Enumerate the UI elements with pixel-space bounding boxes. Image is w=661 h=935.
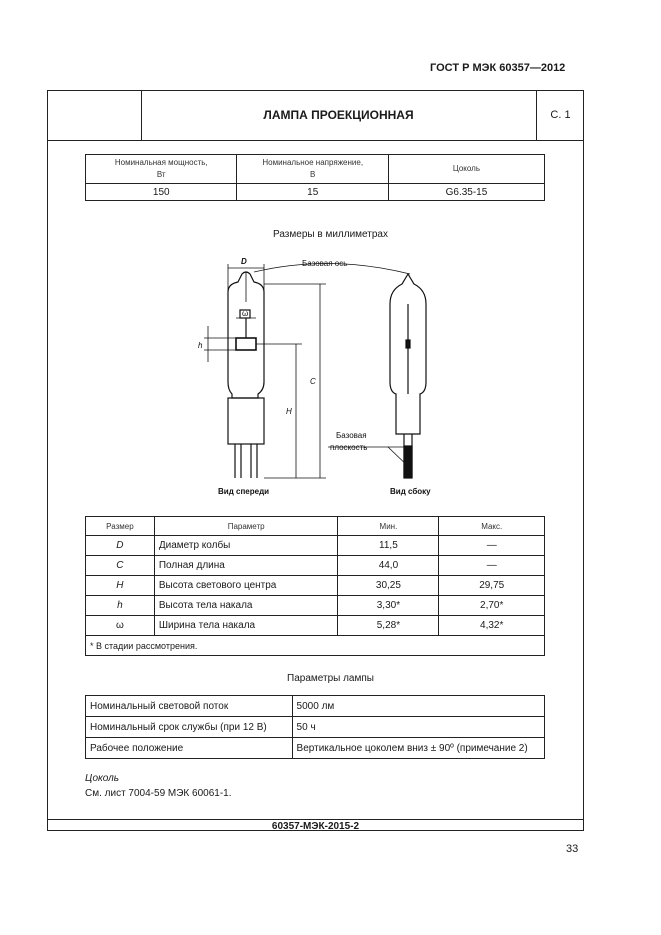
param-min: 3,30* <box>338 596 439 616</box>
params-header-row <box>86 517 545 536</box>
lamp-param-value: 50 ч <box>292 717 544 738</box>
param-symbol: C <box>86 556 155 576</box>
params-header-parameter: Параметр <box>154 517 338 536</box>
ratings-header-base: Цоколь <box>388 155 544 184</box>
param-symbol: D <box>86 536 155 556</box>
label-C: C <box>310 377 316 386</box>
table-row <box>86 717 545 738</box>
table-row <box>86 738 545 759</box>
param-max: — <box>439 556 545 576</box>
param-symbol: ω <box>86 616 155 636</box>
ratings-voltage-value: 15 <box>237 184 388 201</box>
lamp-params-table <box>85 695 545 759</box>
lamp-param-value: Вертикальное цоколем вниз ± 90º (примечание 2) <box>292 738 544 759</box>
label-h: h <box>198 341 203 350</box>
param-symbol: H <box>86 576 155 596</box>
ratings-header-power: Номинальная мощность, Вт <box>86 155 237 184</box>
table-row <box>86 576 545 596</box>
param-max: 2,70* <box>439 596 545 616</box>
label-ref-plane-1: Базовая <box>336 431 367 440</box>
lamp-param-name: Номинальный срок службы (при 12 В) <box>86 717 293 738</box>
label-side-view: Вид сбоку <box>390 487 431 496</box>
table-row <box>86 616 545 636</box>
lamp-param-name: Номинальный световой поток <box>86 696 293 717</box>
table-row <box>86 556 545 576</box>
param-name: Высота тела накала <box>154 596 338 616</box>
base-text: См. лист 7004-59 МЭК 60061-1. <box>85 788 232 799</box>
label-omega: ω <box>242 309 249 318</box>
label-H: H <box>286 407 292 416</box>
param-symbol: h <box>86 596 155 616</box>
param-max: — <box>439 536 545 556</box>
ratings-header-row <box>86 155 545 184</box>
params-note: * В стадии рассмотрения. <box>86 636 545 656</box>
param-min: 44,0 <box>338 556 439 576</box>
param-max: 29,75 <box>439 576 545 596</box>
ratings-power-value: 150 <box>86 184 237 201</box>
params-header-max: Макс. <box>439 517 545 536</box>
lamp-drawing <box>180 244 470 506</box>
param-min: 11,5 <box>338 536 439 556</box>
footer-code: 60357-МЭК-2015-2 <box>271 821 360 832</box>
ratings-header-voltage: Номинальное напряжение, В <box>237 155 388 184</box>
lamp-param-value: 5000 лм <box>292 696 544 717</box>
page-number: 33 <box>566 843 579 855</box>
standard-id: ГОСТ Р МЭК 60357—2012 <box>430 62 566 74</box>
param-min: 5,28* <box>338 616 439 636</box>
params-note-row <box>86 636 545 656</box>
label-D: D <box>241 257 247 266</box>
ratings-value-row <box>86 184 545 201</box>
lamp-params-caption: Параметры лампы <box>287 673 374 684</box>
param-name: Полная длина <box>154 556 338 576</box>
ratings-base-value: G6.35-15 <box>388 184 544 201</box>
sheet-header <box>47 90 584 141</box>
dimensions-caption: Размеры в миллиметрах <box>273 229 388 240</box>
label-ref-axis: Базовая ось <box>302 259 348 268</box>
params-header-min: Мин. <box>338 517 439 536</box>
table-row <box>86 696 545 717</box>
param-name: Диаметр колбы <box>154 536 338 556</box>
param-max: 4,32* <box>439 616 545 636</box>
param-name: Ширина тела накала <box>154 616 338 636</box>
param-name: Высота светового центра <box>154 576 338 596</box>
label-front-view: Вид спереди <box>218 487 270 496</box>
sheet-page-label: С. 1 <box>550 109 571 121</box>
lamp-param-name: Рабочее положение <box>86 738 293 759</box>
param-min: 30,25 <box>338 576 439 596</box>
table-row <box>86 596 545 616</box>
params-table <box>85 516 545 656</box>
label-ref-plane-2: плоскость <box>330 443 368 452</box>
footer-divider <box>47 819 584 820</box>
params-header-dimension: Размер <box>86 517 155 536</box>
table-row <box>86 536 545 556</box>
ratings-table <box>85 154 545 201</box>
base-title: Цоколь <box>85 773 120 784</box>
header-empty-cell <box>47 90 142 140</box>
sheet-title: ЛАМПА ПРОЕКЦИОННАЯ <box>141 90 537 140</box>
